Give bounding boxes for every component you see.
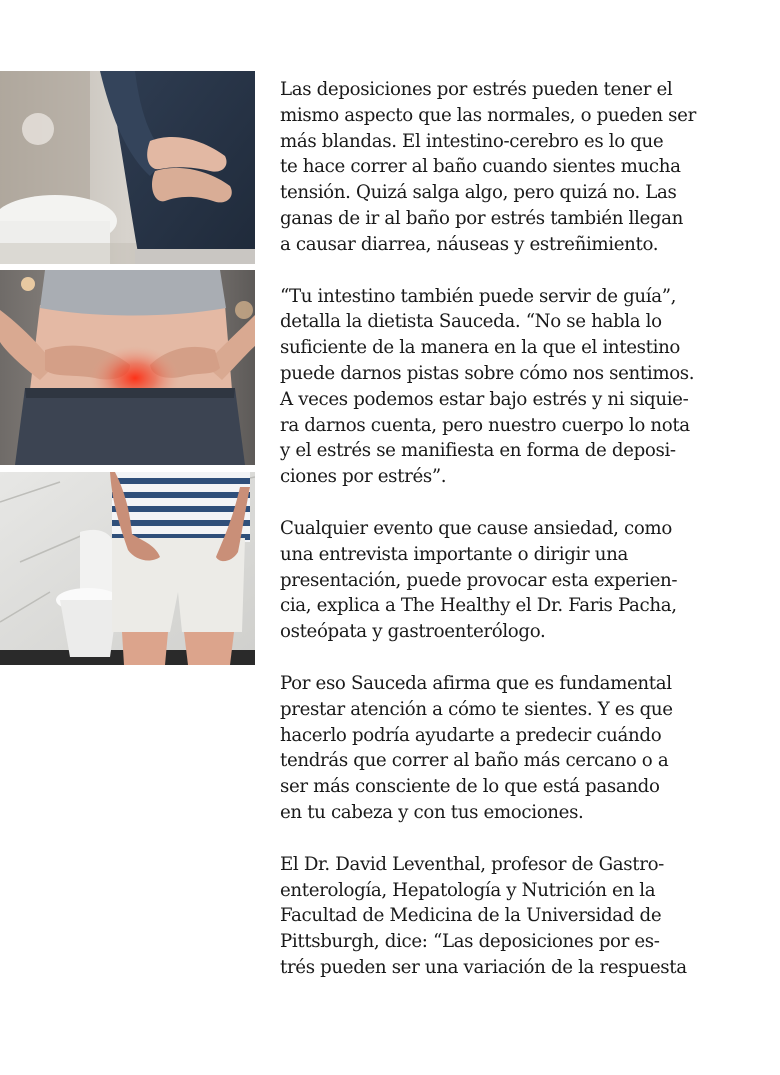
photo-urgency-toilet	[0, 472, 255, 665]
article-body	[280, 77, 750, 1007]
text-line: presentación, puede provocar esta experien-	[280, 569, 678, 591]
text-line: enterología, Hepatología y Nutrición en la	[280, 879, 656, 901]
text-line: A veces podemos estar bajo estrés y ni siquie-	[280, 388, 689, 410]
text-line: y el estrés se manifiesta en forma de deposi-	[280, 440, 676, 462]
photo-stomach-ache-bathroom-illustration	[0, 71, 255, 264]
text-line: ciones por estrés”.	[280, 466, 447, 488]
paragraph-stress-stools	[280, 77, 750, 258]
text-line: más blandas. El intestino-cerebro es lo que	[280, 130, 664, 152]
text-line: tendrás que correr al baño más cercano o a	[280, 750, 669, 772]
text-line: hacerlo podría ayudarte a predecir cuándo	[280, 724, 662, 746]
text-line: detalla la dietista Sauceda. “No se habla lo	[280, 311, 662, 333]
text-line: Pittsburgh, dice: “Las deposiciones por es-	[280, 931, 660, 953]
text-line: suficiente de la manera en la que el intestino	[280, 337, 681, 359]
text-line: “Tu intestino también puede servir de guía”,	[280, 285, 677, 307]
text-line: osteópata y gastroenterólogo.	[280, 621, 546, 643]
paragraph-anxiety-events	[280, 516, 750, 645]
text-line: trés pueden ser una variación de la respuesta	[280, 956, 687, 978]
text-line: puede darnos pistas sobre cómo nos sentimos.	[280, 362, 695, 384]
photo-stomach-ache-bathroom	[0, 71, 255, 264]
text-line: El Dr. David Leventhal, profesor de Gastro-	[280, 853, 664, 875]
text-line: una entrevista importante o dirigir una	[280, 543, 628, 565]
text-line: te hace correr al baño cuando sientes mucha	[280, 156, 681, 178]
text-line: Por eso Sauceda afirma que es fundamental	[280, 672, 672, 694]
text-line: Facultad de Medicina de la Universidad de	[280, 905, 662, 927]
paragraph-pay-attention	[280, 671, 750, 826]
text-line: prestar atención a cómo te sientes. Y es que	[280, 698, 673, 720]
photo-urgency-toilet-illustration	[0, 472, 255, 665]
text-line: ser más consciente de lo que está pasando	[280, 776, 660, 798]
photo-abdominal-pain-illustration	[0, 270, 255, 465]
photo-abdominal-pain	[0, 270, 255, 465]
text-line: tensión. Quizá salga algo, pero quizá no. Las	[280, 182, 677, 204]
text-line: mismo aspecto que las normales, o pueden ser	[280, 104, 696, 126]
text-line: cia, explica a The Healthy el Dr. Faris Pacha,	[280, 595, 677, 617]
text-line: a causar diarrea, náuseas y estreñimiento.	[280, 233, 659, 255]
text-line: ra darnos cuenta, pero nuestro cuerpo lo nota	[280, 414, 690, 436]
text-line: Cualquier evento que cause ansiedad, como	[280, 517, 672, 539]
text-line: Las deposiciones por estrés pueden tener el	[280, 79, 673, 100]
paragraph-leventhal-quote	[280, 852, 750, 981]
paragraph-dietitian-quote	[280, 284, 750, 490]
text-line: en tu cabeza y con tus emociones.	[280, 801, 584, 823]
text-line: ganas de ir al baño por estrés también llegan	[280, 207, 684, 229]
